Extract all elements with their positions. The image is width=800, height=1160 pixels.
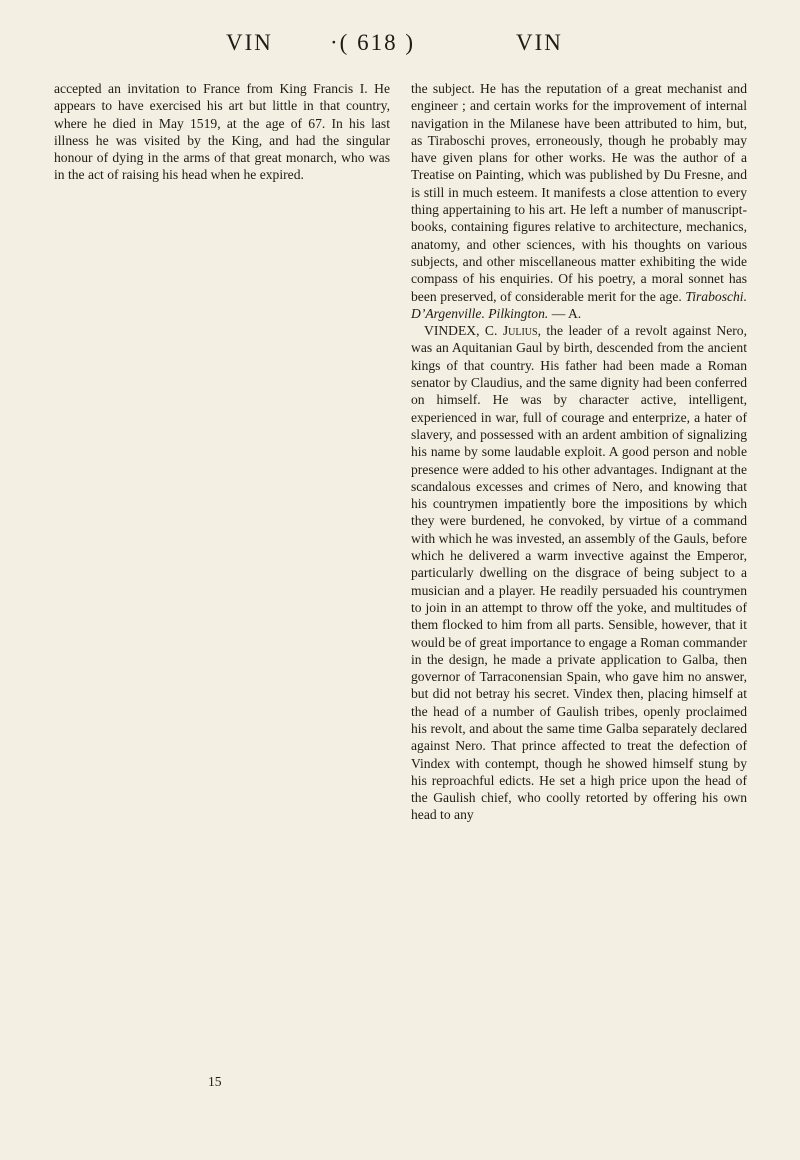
continuation-text: the subject. He has the reputation of a great mechanist and engineer ; and certain works for the improvement of internal navigation in the Milanese have been attributed to him, but, as Tiraboschi proves, erroneously, though he probably may have given plans for other works. He was the author of a Treatise on Painting, which was published by Du Fresne, and is still in much esteem. It manifests a close attention to every thing appertaining to his art. He left a number of manuscript-books, containing figures relative to architecture, mechanics, anatomy, and other sciences, with his thoughts on various subjects, and other miscellaneous matter exhibiting the wide compass of his enquiries. Of his poetry, a moral sonnet has been preserved, of considerable merit for the age. xyxy=(411,81,747,304)
paragraph: accepted an invitation to France from King Francis I. He appears to have exercised his art but little in that country, where he died in May 1519, at the age of 67. In his last illness he was visited by the King, and had the singular honour of dying in the arms of that great monarch, who was in the act of raising his head when he expired. xyxy=(54,81,390,183)
running-header xyxy=(0,30,800,64)
right-column xyxy=(411,80,747,824)
page-number: ·( 618 ) xyxy=(330,30,415,55)
entry-vindex xyxy=(411,322,747,824)
paragraph xyxy=(411,80,747,322)
entry-heading: VINDEX, C. Julius, xyxy=(424,323,541,339)
sources: Tiraboschi. D’Argenville. Pilkington. xyxy=(411,288,747,321)
header-right-catchword: VIN xyxy=(516,30,563,55)
left-column xyxy=(54,80,390,184)
signature-mark: 15 xyxy=(208,1074,222,1089)
entry-body: the leader of a revolt against Nero, was an Aquitanian Gaul by birth, descended from the ancient kings of that country. His father had been made a Roman senator by Claudius, and the same dignity had been conferred on himself. He was by character active, intelligent, experienced in war, full of courage and enterprize, a hater of slavery, and possessed with an ardent ambition of signalizing his name by some laudable exploit. A good person and noble presence were added to his other advantages. Indignant at the scandalous excesses and crimes of Nero, and knowing that his countrymen impatiently bore the impositions by which they were burdened, he convoked, by virtue of a command with which he was invested, an assembly of the Gauls, before which he delivered a warm invective against the Emperor, particularly dwelling on the disgrace of being subject to a musician and a player. He readily persuaded his countrymen to join in an attempt to throw off the yoke, and multitudes of them flocked to him from all parts. Sensible, however, that it would be of great importance to engage a Roman commander in the design, he made a private application to Galba, then governor of Tarraconensian Spain, who gave him no answer, but did not betray his secret. Vindex then, placing himself at the head of a number of Gaulish tribes, openly proclaimed his revolt, and about the same time Galba separately declared against Nero. That prince affected to treat the defection of Vindex with contempt, though he showed himself stung by his reproachful edicts. He set a high price upon the head of the Gaulish chief, who coolly retorted by offering his own head to any xyxy=(411,323,747,823)
author-mark: — A. xyxy=(551,305,582,321)
header-left-catchword: VIN xyxy=(226,30,273,55)
